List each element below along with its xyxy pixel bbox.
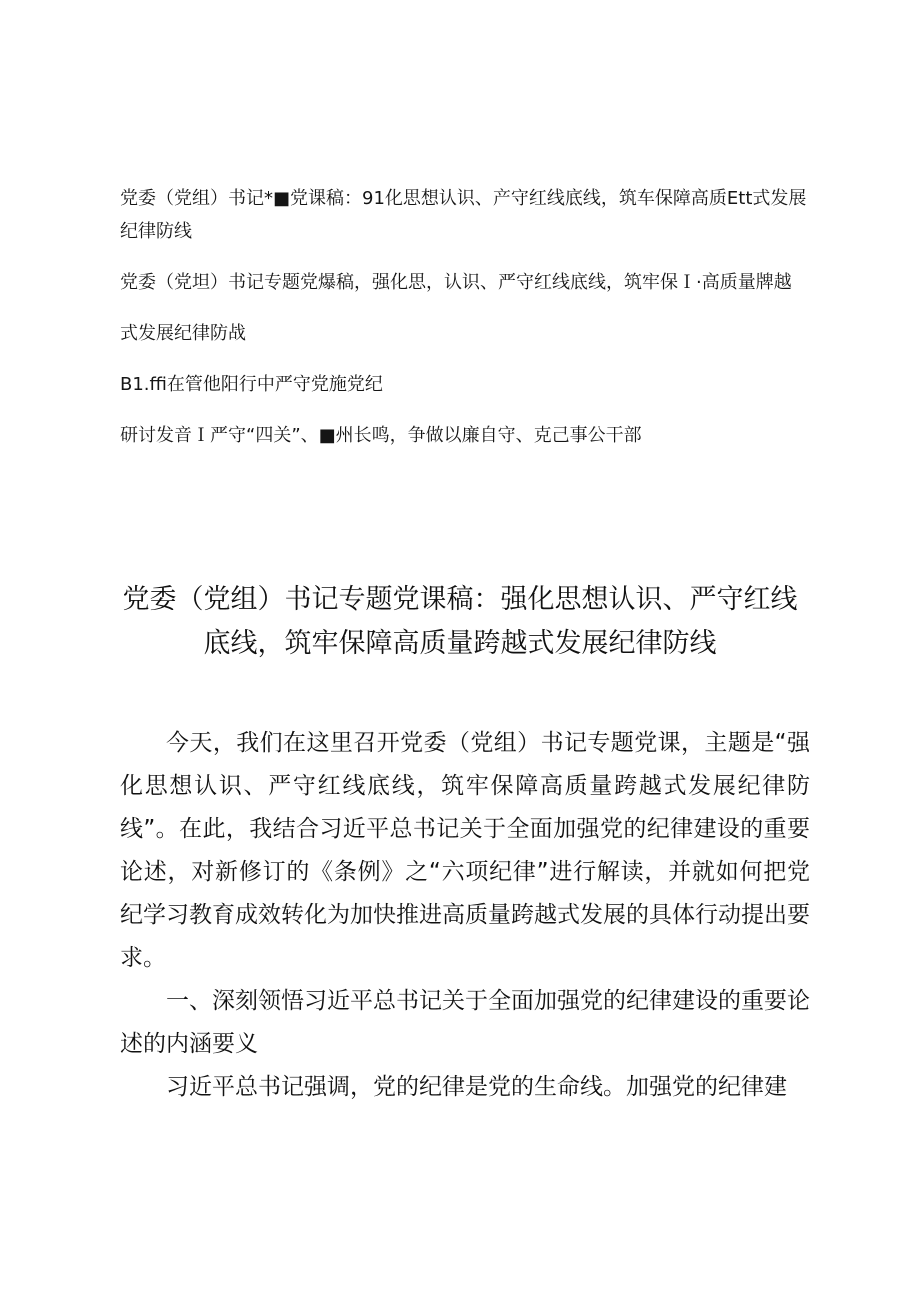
related-article-link-4[interactable]: B1.ffi在管他阳行中严守党施党纪 [120,374,383,395]
section-heading-1: 一、深刻领悟习近平总书记关于全面加强党的纪律建设的重要论述的内涵要义 [120,988,810,1057]
article-body [120,722,810,1109]
related-article-link-1[interactable]: 党委（党组）书记*■党课稿：91化思想认识、产守红线底线，筑车保障高质Ett式发展纪律防线 [120,188,807,242]
related-article-link-2[interactable]: 党委（党坦）书记专题党爆稿，强化思，认识、严守红线底线，筑牢保Ｉ·高质量牌越 [120,272,792,293]
related-articles-list [120,182,820,452]
article-title: 党委（党组）书记专题党课稿：强化思想认识、严守红线底线，筑牢保障高质量跨越式发展纪律防线 [122,584,798,659]
related-article-link-5[interactable]: 研讨发音Ｉ严守“四关”、■州长鸣，争做以廉自守、克己事公干部 [120,425,642,446]
related-article-link-3[interactable]: 式发展纪律防战 [120,323,246,344]
article-paragraph: 习近平总书记强调，党的纪律是党的生命线。加强党的纪律建 [166,1074,787,1100]
article-paragraph-intro: 今天，我们在这里召开党委（党组）书记专题党课，主题是“强化思想认识、严守红线底线，筑牢保障高质量跨越式发展纪律防线”。在此，我结合习近平总书记关于全面加强党的纪律建设的重要论述，对新修订的《条例》之“六项纪律”进行解读，并就如何把党纪学习教育成效转化为加快推进高质量跨越式发展的具体行动提出要求。 [120,730,810,971]
